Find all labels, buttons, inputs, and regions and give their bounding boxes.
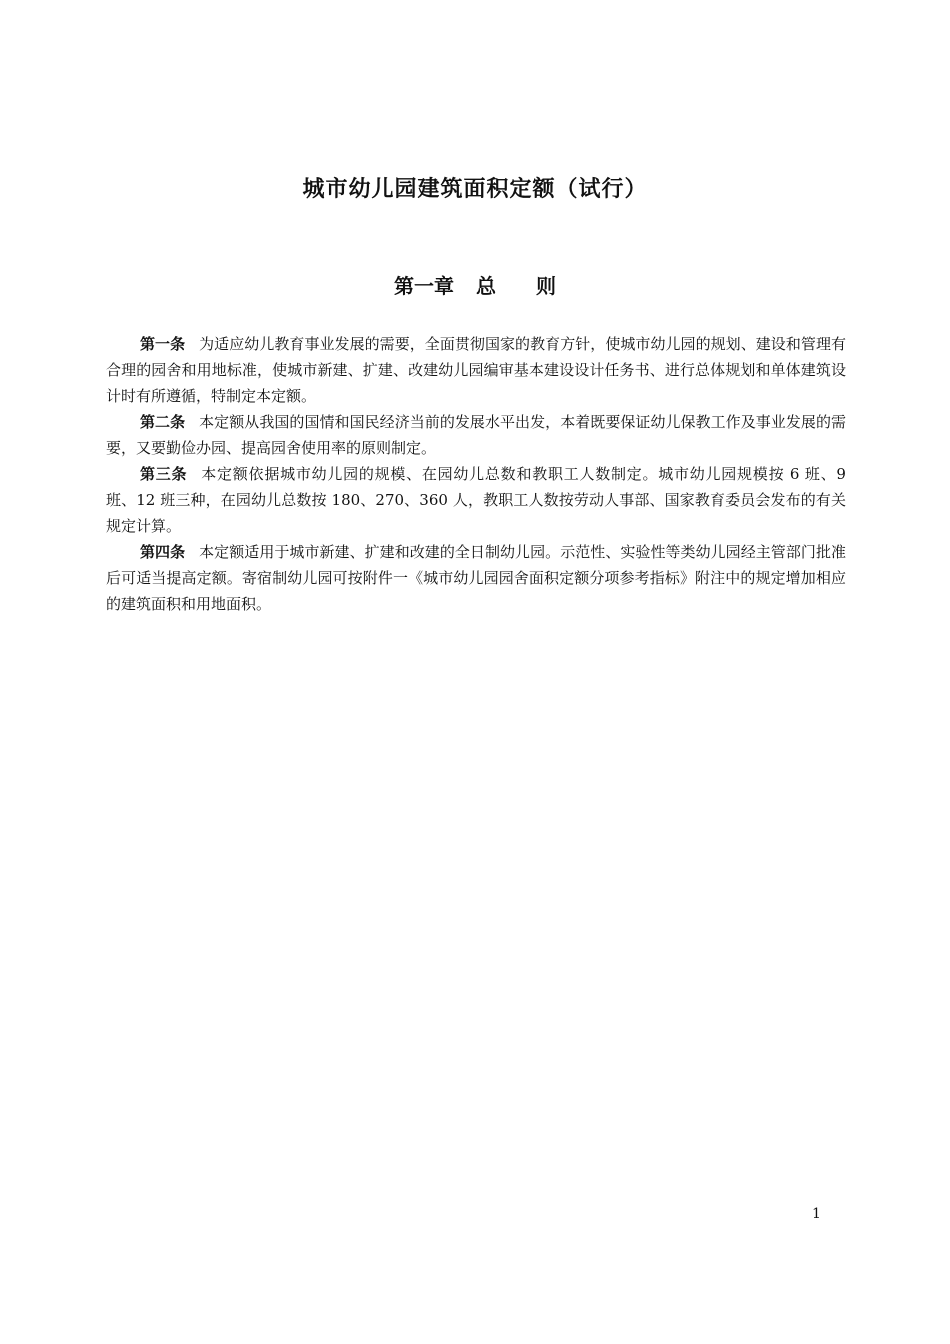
page-number: 1 <box>812 1206 821 1222</box>
chapter-title-char-2: 则 <box>536 274 556 298</box>
chapter-heading <box>0 270 950 299</box>
article-label: 第一条 <box>140 335 186 353</box>
article-label: 第四条 <box>140 543 186 561</box>
article-label: 第二条 <box>140 413 186 431</box>
document-title: 城市幼儿园建筑面积定额（试行） <box>302 177 648 202</box>
chapter-title-char-1: 总 <box>476 274 496 298</box>
article-text: 为适应幼儿教育事业发展的需要，全面贯彻国家的教育方针，使城市幼儿园的规划、建设和管理有合理的园舍和用地标准，使城市新建、扩建、改建幼儿园编审基本建设设计任务书、进行总体规划和单体建筑设计时有所遵循，特制定本定额。 <box>106 335 846 405</box>
article-4 <box>106 539 846 617</box>
article-2 <box>106 409 846 461</box>
article-3 <box>106 461 846 539</box>
article-text: 本定额适用于城市新建、扩建和改建的全日制幼儿园。示范性、实验性等类幼儿园经主管部门批准后可适当提高定额。寄宿制幼儿园可按附件一《城市幼儿园园舍面积定额分项参考指标》附注中的规定增加相应的建筑面积和用地面积。 <box>106 543 846 613</box>
article-list <box>106 331 846 617</box>
article-1 <box>106 331 846 409</box>
article-label: 第三条 <box>140 465 188 483</box>
article-text: 本定额依据城市幼儿园的规模、在园幼儿总数和教职工人数制定。城市幼儿园规模按 6 班、9 班、12 班三种，在园幼儿总数按 180、270、360 人，教职工人数按劳动人事部、国家教育委员会发布的有关规定计算。 <box>106 465 846 535</box>
chapter-number: 第一章 <box>394 274 454 298</box>
article-text: 本定额从我国的国情和国民经济当前的发展水平出发，本着既要保证幼儿保教工作及事业发展的需要，又要勤俭办园、提高园舍使用率的原则制定。 <box>106 413 846 457</box>
